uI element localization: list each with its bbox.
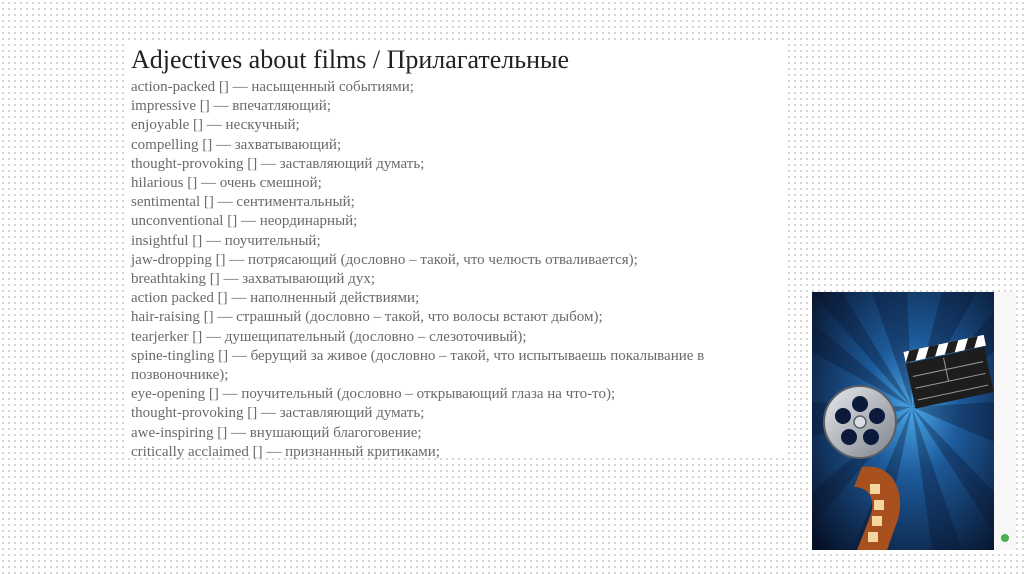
film-reel <box>824 386 896 458</box>
watermark-badge-icon <box>1001 534 1009 542</box>
list-item: enjoyable [] — нескучный; <box>131 117 300 134</box>
list-item: breathtaking [] — захватывающий дух; <box>131 271 375 288</box>
list-item: action-packed [] — насыщенный событиями; <box>131 79 414 95</box>
vocabulary-list <box>131 78 785 462</box>
list-item: sentimental [] — сентиментальный; <box>131 194 355 211</box>
list-item: critically acclaimed [] — признанный критиками; <box>131 443 440 460</box>
film-illustration <box>812 292 1016 550</box>
list-item: hilarious [] — очень смешной; <box>131 175 322 192</box>
list-item: action packed [] — наполненный действиями; <box>131 290 420 307</box>
list-item: spine-tingling [] — берущий за живое (дословно – такой, что испытываешь покалывание в позвоночнике); <box>131 347 705 384</box>
list-item: compelling [] — захватывающий; <box>131 136 342 153</box>
list-item: eye-opening [] — поучительный (дословно – открывающий глаза на что-то); <box>131 386 616 403</box>
list-item: hair-raising [] — страшный (дословно – такой, что волосы встают дыбом); <box>131 309 603 326</box>
slide-content <box>125 40 785 458</box>
list-item: insightful [] — поучительный; <box>131 232 321 249</box>
list-item: awe-inspiring [] — внушающий благоговение; <box>131 424 422 441</box>
list-item: thought-provoking [] — заставляющий думать; <box>131 405 425 422</box>
list-item: tearjerker [] — душещипательный (дословно – слезоточивый); <box>131 328 527 345</box>
list-item: thought-provoking [] — заставляющий думать; <box>131 155 425 172</box>
stock-watermark-strip <box>994 292 1016 550</box>
list-item: jaw-dropping [] — потрясающий (дословно – такой, что челюсть отваливается); <box>131 251 638 268</box>
film-reel-clapperboard-icon <box>812 292 1016 550</box>
slide-title: Adjectives about films / Прилагательные <box>131 45 570 74</box>
list-item: impressive [] — впечатляющий; <box>131 98 331 115</box>
list-item: unconventional [] — неординарный; <box>131 213 358 230</box>
